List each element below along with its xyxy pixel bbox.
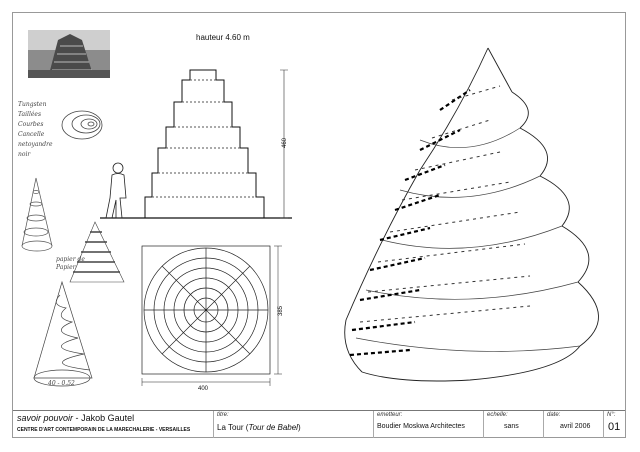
title-cell: [213, 411, 373, 438]
title-block: [13, 410, 625, 438]
painting-thumbnail: [28, 30, 110, 78]
emitter-value: Boudier Moskwa Architectes: [377, 423, 465, 430]
number-cell: [603, 411, 625, 438]
paper-tower-sketch: [70, 222, 124, 282]
project-separator: -: [75, 413, 79, 423]
artist-name: Jakob Gautel: [81, 413, 135, 423]
project-cell: [13, 411, 213, 438]
sketch-dimension-note: 40 - 0.52: [48, 380, 75, 387]
number-value: 01: [608, 421, 621, 433]
title-close: ): [297, 423, 301, 432]
handwritten-notes: [18, 100, 53, 160]
plan-depth-label: 385: [278, 305, 285, 317]
project-name: savoir pouvoir: [17, 413, 74, 423]
note-line: Cancelle: [18, 131, 45, 138]
title-value: [217, 423, 301, 432]
title-italic: Tour de Babel: [248, 423, 298, 432]
note-line: Tungsten: [18, 101, 47, 108]
title-caption: titre:: [217, 412, 229, 418]
spiral-tower-sketch: [34, 282, 92, 386]
tower-elevation: [100, 70, 292, 218]
spiral-sketch: [62, 111, 102, 139]
note-line: Courbes: [18, 121, 44, 128]
scale-cell: [483, 411, 543, 438]
scale-caption: echelle:: [487, 412, 508, 418]
plan-view: [142, 246, 285, 386]
note-line: netoyandre: [18, 141, 53, 148]
title-text: La Tour (: [217, 423, 249, 432]
human-figure: [106, 163, 126, 218]
number-caption: N°:: [607, 412, 616, 418]
cone-sketch: [22, 178, 52, 251]
note-line: Taillées: [18, 111, 42, 118]
scale-value: sans: [504, 423, 519, 430]
date-value: avril 2006: [560, 423, 591, 430]
perspective-tower: [345, 48, 599, 381]
date-caption: date:: [547, 412, 561, 418]
height-dimension-label: 460: [282, 137, 289, 149]
note-line: noir: [18, 151, 31, 158]
height-label: hauteur 4.60 m: [196, 33, 250, 42]
emitter-cell: [373, 411, 483, 438]
paper-note: papier de Papier: [56, 256, 85, 271]
plan-width-label: 400: [198, 386, 209, 392]
emitter-caption: emetteur:: [377, 412, 403, 418]
date-cell: [543, 411, 603, 438]
project-heading: [17, 413, 134, 423]
venue-name: CENTRE D'ART CONTEMPORAIN DE LA MARECHALERIE - VERSAILLES: [17, 427, 191, 433]
